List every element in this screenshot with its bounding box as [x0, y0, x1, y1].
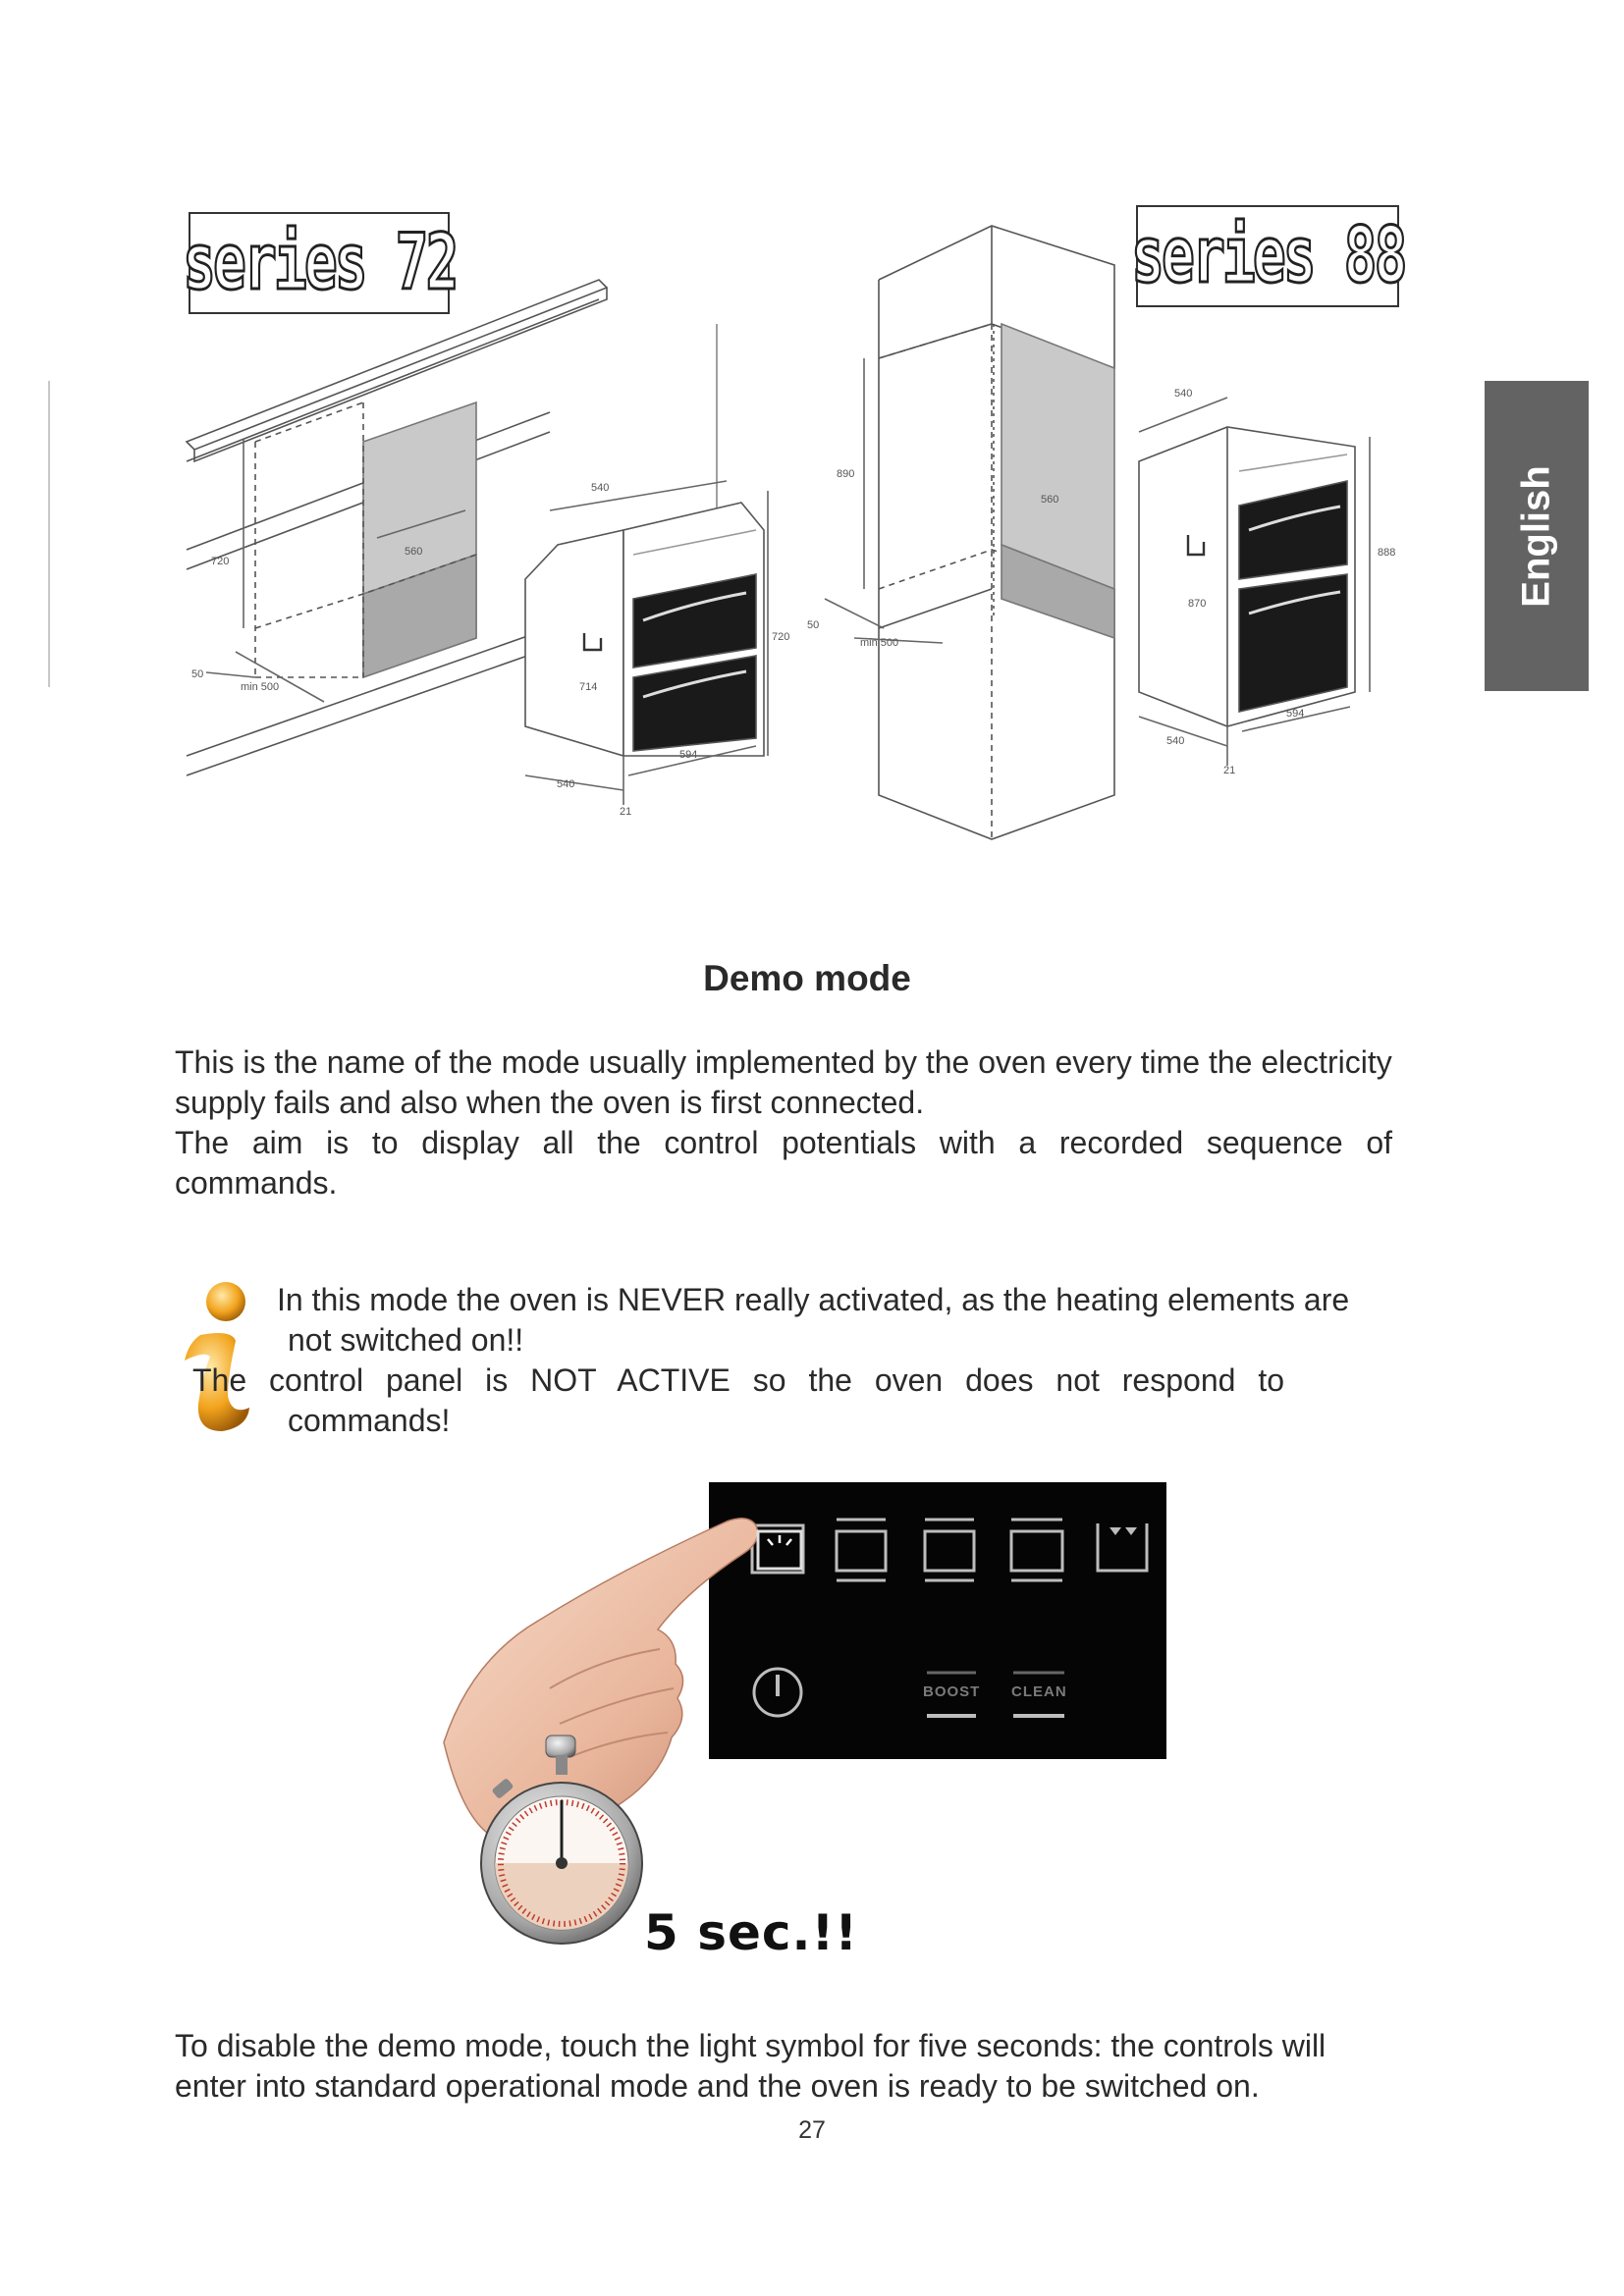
- notice-line-4: commands!: [288, 1403, 451, 1438]
- intro-line-1: This is the name of the mode usually implemented by the oven every time the electricity: [175, 1044, 1392, 1080]
- closing-line-1: To disable the demo mode, touch the light symbol for five seconds: the controls will: [175, 2028, 1326, 2063]
- dim-540-bottom-88: 540: [1166, 735, 1185, 747]
- dim-720-oven: 720: [772, 631, 790, 643]
- series-88-text: series 88: [1130, 212, 1405, 300]
- intro-line-3: The aim is to display all the control potentials with a recorded sequence of: [175, 1125, 1392, 1160]
- dim-540-bottom-72: 540: [557, 778, 575, 790]
- dim-min500-column: min 500: [860, 637, 899, 649]
- stopwatch-icon: [479, 1732, 646, 1957]
- dim-540-top-88: 540: [1174, 388, 1193, 400]
- intro-paragraph: [175, 1042, 1471, 1203]
- light-symbol-icon: [756, 1529, 803, 1571]
- dim-50-left: 50: [191, 668, 204, 680]
- intro-line-2: supply fails and also when the oven is first connected.: [175, 1085, 925, 1120]
- series-72-text: series 72: [182, 219, 457, 307]
- dim-min500-left: min 500: [241, 681, 280, 693]
- notice-line-1: In this mode the oven is NEVER really activated, as the heating elements are: [277, 1282, 1350, 1317]
- notice-line-2: not switched on!!: [288, 1322, 524, 1358]
- notice-line-3: The control panel is NOT ACTIVE so the oven does not respond to: [192, 1362, 1284, 1398]
- notice-text: [192, 1280, 1430, 1441]
- dim-560-column: 560: [1041, 494, 1059, 506]
- dim-888: 888: [1378, 547, 1396, 559]
- dim-560-niche: 560: [405, 546, 423, 558]
- installation-diagrams: [0, 0, 1624, 864]
- series-72-label: [182, 212, 457, 314]
- dim-594-72: 594: [679, 749, 698, 761]
- dim-594-88: 594: [1286, 708, 1305, 720]
- clean-button: CLEAN: [1011, 1683, 1067, 1700]
- boost-button: BOOST: [923, 1683, 981, 1700]
- dim-21-72: 21: [620, 806, 632, 818]
- dim-720-niche: 720: [211, 556, 230, 567]
- language-tab: [1485, 381, 1589, 691]
- dim-50-column: 50: [807, 619, 820, 631]
- dim-890: 890: [837, 468, 855, 480]
- dim-870: 870: [1188, 598, 1207, 610]
- dim-21-88: 21: [1223, 765, 1236, 776]
- installation-drawing: [0, 0, 1624, 864]
- dim-714: 714: [579, 681, 598, 693]
- series-88-label: [1130, 205, 1405, 307]
- intro-line-4: commands.: [175, 1165, 338, 1201]
- closing-paragraph: [175, 2026, 1481, 2107]
- dim-540-top-72: 540: [591, 482, 610, 494]
- closing-line-2: enter into standard operational mode and the oven is ready to be switched on.: [175, 2068, 1260, 2104]
- page-number: 27: [798, 2116, 826, 2144]
- section-title: Demo mode: [703, 958, 911, 998]
- language-tab-label: English: [1514, 464, 1558, 608]
- timer-caption: 5 sec.!!: [644, 1904, 859, 1961]
